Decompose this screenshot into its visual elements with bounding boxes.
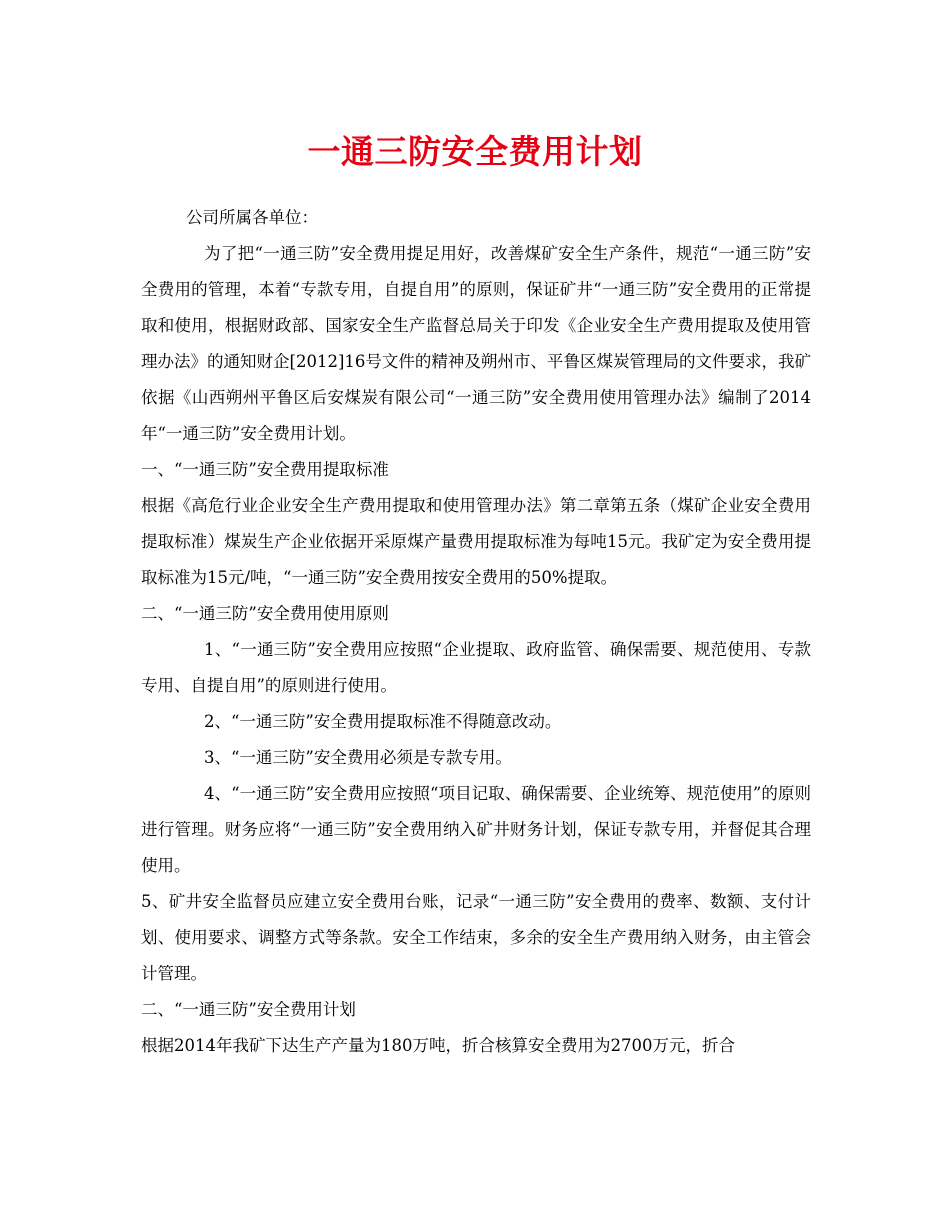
principle-item-2: 2、“一通三防”安全费用提取标准不得随意改动。: [204, 712, 562, 731]
document-body: [141, 200, 811, 1064]
intro-paragraph: 为了把“一通三防”安全费用提足用好，改善煤矿安全生产条件，规范“一通三防”安全费用的管理，本着“专款专用，自提自用”的原则，保证矿井“一通三防”安全费用的正常提取和使用，根据财政部、国家安全生产监督总局关于印发《企业安全生产费用提取及使用管理办法》的通知财企[2012]16号文件的精神及朔州市、平鲁区煤炭管理局的文件要求，我矿依据《山西朔州平鲁区后安煤炭有限公司“一通三防”安全费用使用管理办法》编制了2014年“一通三防”安全费用计划。: [141, 244, 811, 443]
paragraph-standard: 根据《高危行业企业安全生产费用提取和使用管理办法》第二章第五条（煤矿企业安全费用提取标准）煤炭生产企业依据开采原煤产量费用提取标准为每吨15元。我矿定为安全费用提取标准为15元/吨，“一通三防”安全费用按安全费用的50%提取。: [141, 496, 811, 587]
section-heading-2: 二、“一通三防”安全费用使用原则: [141, 604, 389, 623]
section-heading-3: 二、“一通三防”安全费用计划: [141, 1000, 356, 1019]
principle-item-3: 3、“一通三防”安全费用必须是专款专用。: [204, 748, 512, 767]
plan-paragraph: 根据2014年我矿下达生产产量为180万吨，折合核算安全费用为2700万元，折合: [141, 1036, 735, 1055]
greeting: 公司所属各单位：: [186, 208, 318, 227]
document-title: 一通三防安全费用计划: [307, 132, 643, 171]
principle-item-5: 5、矿井安全监督员应建立安全费用台账，记录“一通三防”安全费用的费率、数额、支付计划、使用要求、调整方式等条款。安全工作结束，多余的安全生产费用纳入财务，由主管会计管理。: [141, 892, 811, 983]
section-heading-1: 一、“一通三防”安全费用提取标准: [141, 460, 389, 479]
principle-item-1: 1、“一通三防”安全费用应按照“企业提取、政府监管、确保需要、规范使用、专款专用、自提自用”的原则进行使用。: [141, 640, 811, 695]
principle-item-4: 4、“一通三防”安全费用应按照“项目记取、确保需要、企业统筹、规范使用”的原则进行管理。财务应将“一通三防”安全费用纳入矿井财务计划，保证专款专用，并督促其合理使用。: [141, 784, 811, 875]
